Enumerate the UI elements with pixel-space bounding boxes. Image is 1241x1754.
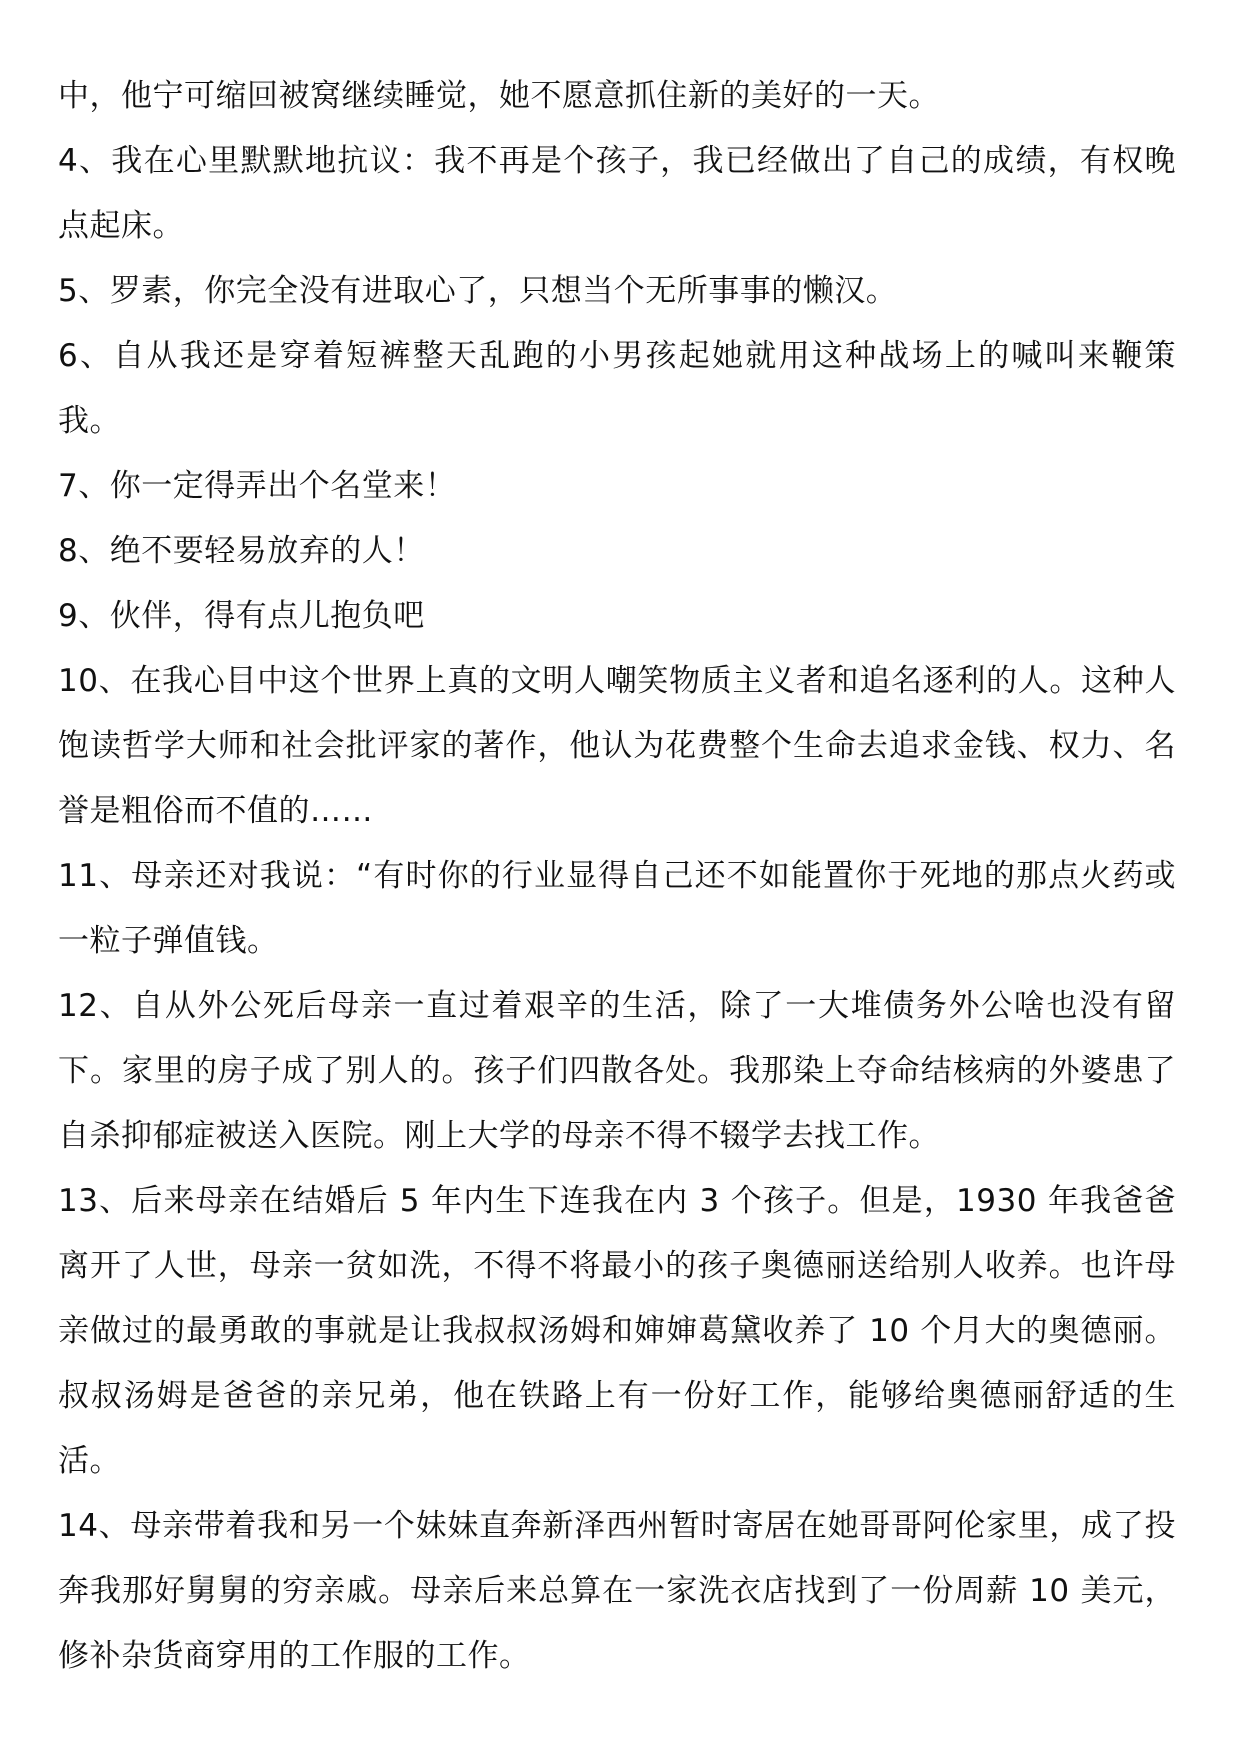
paragraph-14: 14、母亲带着我和另一个妹妹直奔新泽西州暂时寄居在她哥哥阿伦家里，成了投奔我那好舅舅的穷亲戚。母亲后来总算在一家洗衣店找到了一份周薪 10 美元，修补杂货商穿用的工作服的工作。	[58, 1508, 1176, 1674]
paragraph-10: 10、在我心目中这个世界上真的文明人嘲笑物质主义者和追名逐利的人。这种人饱读哲学大师和社会批评家的著作，他认为花费整个生命去追求金钱、权力、名誉是粗俗而不值的……	[58, 663, 1176, 829]
paragraph-13: 13、后来母亲在结婚后 5 年内生下连我在内 3 个孩子。但是，1930 年我爸爸离开了人世，母亲一贫如洗，不得不将最小的孩子奥德丽送给别人收养。也许母亲做过的最勇敢的事就是让我叔叔汤姆和婶婶葛黛收养了 10 个月大的奥德丽。叔叔汤姆是爸爸的亲兄弟，他在铁路上有一份好工作，能够给奥德丽舒适的生活。	[58, 1183, 1176, 1479]
document-body	[58, 64, 1176, 1689]
paragraph-12: 12、自从外公死后母亲一直过着艰辛的生活，除了一大堆债务外公啥也没有留下。家里的房子成了别人的。孩子们四散各处。我那染上夺命结核病的外婆患了自杀抑郁症被送入医院。刚上大学的母亲不得不辍学去找工作。	[58, 988, 1176, 1154]
paragraph-continuation: 中，他宁可缩回被窝继续睡觉，她不愿意抓住新的美好的一天。	[58, 78, 940, 114]
paragraph-8: 8、绝不要轻易放弃的人！	[58, 533, 425, 569]
paragraph-9: 9、伙伴，得有点儿抱负吧	[58, 598, 425, 634]
paragraph-7: 7、你一定得弄出个名堂来！	[58, 468, 457, 504]
paragraph-5: 5、罗素，你完全没有进取心了，只想当个无所事事的懒汉。	[58, 273, 898, 309]
paragraph-11: 11、母亲还对我说：“有时你的行业显得自己还不如能置你于死地的那点火药或一粒子弹值钱。	[58, 858, 1176, 959]
paragraph-6: 6、自从我还是穿着短裤整天乱跑的小男孩起她就用这种战场上的喊叫来鞭策我。	[58, 338, 1176, 439]
paragraph-4: 4、我在心里默默地抗议：我不再是个孩子，我已经做出了自己的成绩，有权晚点起床。	[58, 143, 1176, 244]
